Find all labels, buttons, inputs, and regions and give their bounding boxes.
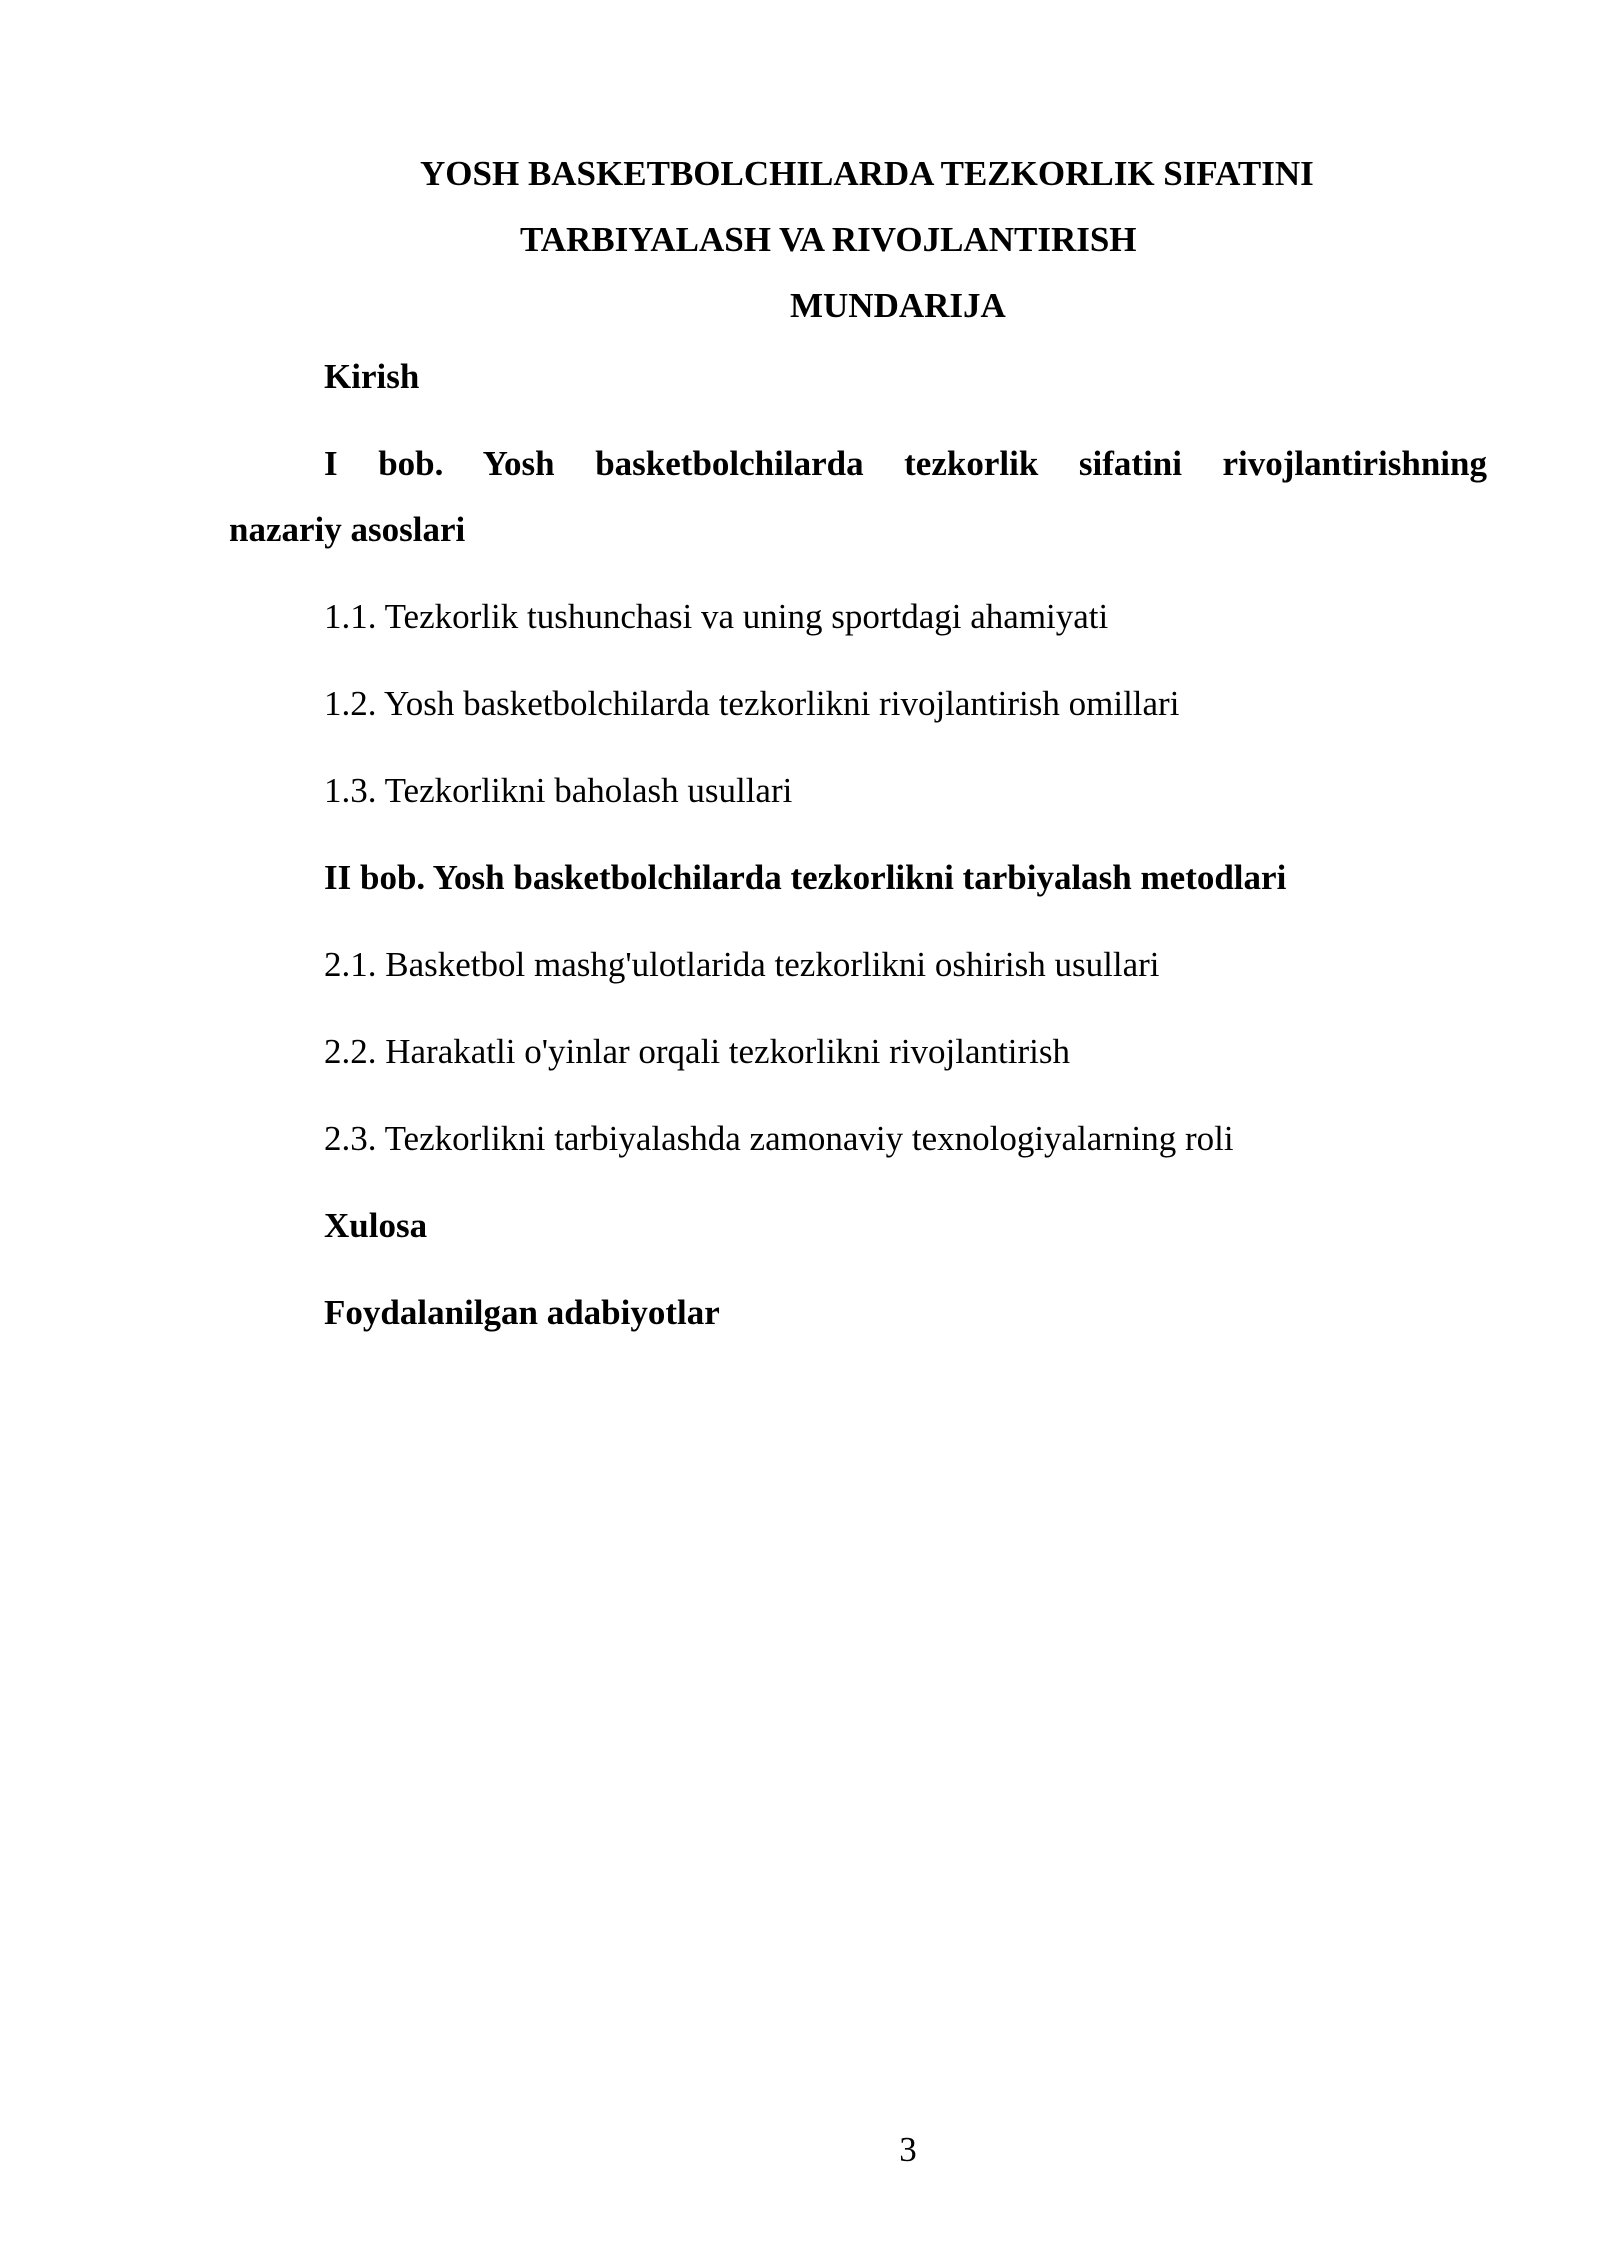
toc-entry-chapter-2: II bob. Yosh basketbolchilarda tezkorlikni tarbiyalash metodlari <box>324 858 1287 897</box>
toc-entry-section-1-3: 1.3. Tezkorlikni baholash usullari <box>324 771 793 810</box>
table-of-contents <box>229 344 1487 1346</box>
chapter-1-title-line-1: I bob. Yosh basketbolchilarda tezkorlik sifatini rivojlantirishning <box>324 444 1487 483</box>
toc-entry-section-1-2: 1.2. Yosh basketbolchilarda tezkorlikni rivojlantirish omillari <box>324 684 1180 723</box>
chapter-1-title-line-2: nazariy asoslari <box>229 510 466 549</box>
toc-entry-chapter-1 <box>229 431 1487 563</box>
toc-entry-section-1-1: 1.1. Tezkorlik tushunchasi va uning sportdagi ahamiyati <box>324 597 1109 636</box>
toc-entry-references: Foydalanilgan adabiyotlar <box>324 1293 720 1332</box>
toc-heading: MUNDARIJA <box>790 286 1006 325</box>
toc-entry-conclusion: Xulosa <box>324 1206 428 1245</box>
title-line-1: YOSH BASKETBOLCHILARDA TEZKORLIK SIFATINI <box>420 154 1314 193</box>
toc-entry-section-2-1: 2.1. Basketbol mashg'ulotlarida tezkorlikni oshirish usullari <box>324 945 1160 984</box>
title-line-2: TARBIYALASH VA RIVOJLANTIRISH <box>520 220 1137 259</box>
toc-entry-section-2-2: 2.2. Harakatli o'yinlar orqali tezkorlikni rivojlantirish <box>324 1032 1070 1071</box>
page-number: 3 <box>899 2130 917 2169</box>
toc-entry-intro: Kirish <box>324 357 420 396</box>
toc-entry-section-2-3: 2.3. Tezkorlikni tarbiyalashda zamonaviy texnologiyalarning roli <box>324 1119 1234 1158</box>
